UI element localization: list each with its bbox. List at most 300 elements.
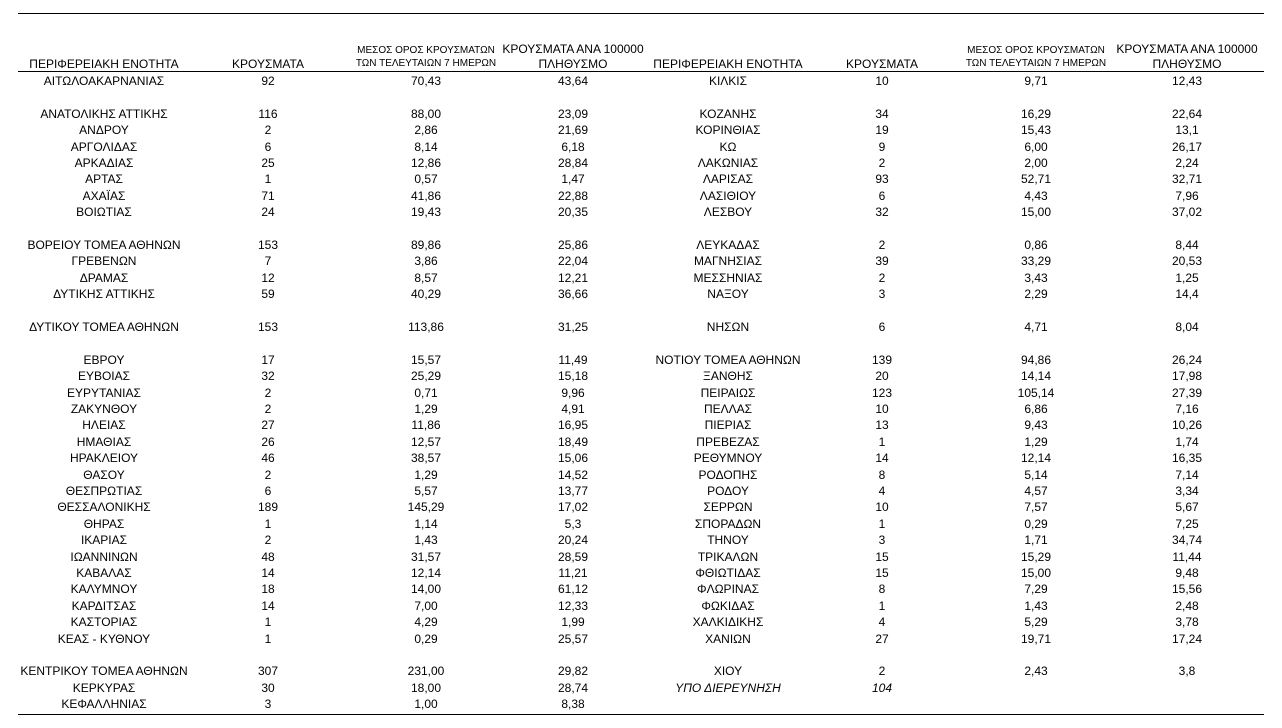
cell-region-left: ΑΡΚΑΔΙΑΣ	[74, 156, 134, 170]
cell-avg7-right: 52,71	[1020, 172, 1052, 187]
cell-avg7-left: 1,29	[414, 402, 438, 416]
table-bottom-rule	[18, 714, 1264, 715]
cell-avg7-right: 14,14	[1020, 369, 1052, 384]
cell-cases-left: 24	[261, 205, 275, 220]
cell-region-right: ΛΑΡΙΣΑΣ	[702, 172, 754, 187]
header-per100k-line1-left: ΚΡΟΥΣΜΑΤΑ ΑΝΑ 100000	[502, 42, 644, 56]
table-row	[0, 335, 1282, 351]
cell-avg7-left: 4,29	[414, 615, 438, 630]
cell-cases-right: 15	[875, 549, 889, 564]
cell-region-left: ΓΡΕΒΕΝΩΝ	[71, 254, 137, 269]
cell-avg7-right: 2,43	[1024, 664, 1048, 679]
cell-region-right: ΦΩΚΙΔΑΣ	[701, 598, 755, 613]
cell-per100k-right: 3,78	[1175, 615, 1199, 630]
table-row	[0, 434, 1282, 450]
table-row	[0, 106, 1282, 122]
cell-per100k-left: 13,77	[557, 484, 589, 498]
cell-avg7-right: 33,29	[1020, 254, 1052, 269]
cell-avg7-right: 1,29	[1024, 434, 1048, 449]
cell-cases-left: 27	[261, 418, 275, 433]
cell-avg7-right: 6,00	[1024, 139, 1048, 154]
cell-avg7-right: 15,29	[1020, 549, 1052, 564]
header-avg-line2-right: ΤΩΝ ΤΕΛΕΥΤΑΙΩΝ 7 ΗΜΕΡΩΝ	[965, 58, 1107, 69]
cell-avg7-right: 16,29	[1020, 106, 1052, 121]
cell-region-left: ΔΡΑΜΑΣ	[79, 270, 129, 285]
table-row	[0, 253, 1282, 269]
cell-avg7-left: 12,14	[410, 566, 442, 580]
cell-region-left: ΚΑΛΥΜΝΟΥ	[70, 582, 138, 597]
cell-avg7-left: 12,86	[410, 156, 442, 170]
cell-cases-right: 2	[878, 238, 886, 252]
cell-cases-left: 12	[261, 270, 275, 285]
header-cases-right: ΚΡΟΥΣΜΑΤΑ	[846, 57, 918, 71]
cell-avg7-right: 4,57	[1024, 484, 1048, 498]
cell-avg7-right: 9,43	[1024, 418, 1048, 433]
header-region-right: ΠΕΡΙΦΕΡΕΙΑΚΗ ΕΝΟΤΗΤΑ	[653, 57, 803, 71]
cell-avg7-left: 1,43	[414, 533, 438, 548]
table-row	[0, 270, 1282, 286]
cell-cases-right: 104	[871, 680, 893, 695]
header-per100k-line1-right: ΚΡΟΥΣΜΑΤΑ ΑΝΑ 100000	[1116, 42, 1258, 56]
cell-per100k-left: 23,09	[557, 106, 589, 121]
cell-cases-right: 34	[875, 106, 889, 121]
cell-cases-left: 14	[261, 566, 275, 580]
cell-per100k-left: 15,18	[557, 369, 589, 384]
cell-per100k-left: 17,02	[557, 500, 589, 515]
table-row	[0, 385, 1282, 401]
cell-avg7-left: 14,00	[410, 582, 442, 597]
cell-cases-left: 116	[258, 106, 278, 121]
table-row	[0, 680, 1282, 696]
cell-cases-left: 189	[257, 500, 279, 515]
cell-per100k-left: 29,82	[557, 664, 589, 679]
cell-per100k-right: 2,48	[1175, 598, 1199, 613]
cell-avg7-right: 5,29	[1024, 615, 1048, 630]
cell-region-right: ΝΑΞΟΥ	[707, 287, 749, 302]
cell-avg7-left: 7,00	[414, 598, 438, 613]
table-row	[0, 499, 1282, 515]
cell-region-right: ΧΑΛΚΙΔΙΚΗΣ	[692, 615, 764, 630]
cell-cases-left: 1	[264, 516, 272, 531]
cell-avg7-left: 0,29	[414, 631, 438, 646]
cell-avg7-right: 15,00	[1020, 566, 1052, 580]
table-row	[0, 237, 1282, 253]
cell-per100k-left: 25,57	[557, 631, 589, 646]
cell-per100k-left: 8,38	[561, 697, 585, 712]
cell-cases-right: 6	[878, 188, 886, 203]
cell-avg7-right: 6,86	[1024, 402, 1048, 416]
cell-cases-right: 14	[875, 451, 889, 466]
cell-cases-left: 2	[264, 123, 272, 138]
cell-cases-left: 25	[261, 156, 275, 170]
cell-cases-left: 14	[261, 598, 275, 613]
cell-region-right: ΥΠΟ ΔΙΕΡΕΥΝΗΣΗ	[675, 680, 781, 695]
cell-avg7-left: 1,14	[414, 516, 438, 531]
cell-per100k-right: 7,14	[1175, 467, 1199, 482]
cell-cases-right: 27	[875, 631, 889, 646]
table-row	[0, 532, 1282, 548]
cell-region-right: ΚΙΛΚΙΣ	[708, 74, 748, 88]
cell-avg7-right: 3,43	[1024, 270, 1048, 285]
cell-cases-left: 2	[264, 402, 272, 416]
cell-avg7-left: 18,00	[410, 680, 442, 695]
cell-region-right: ΝΗΣΩΝ	[706, 320, 750, 334]
cell-region-right: ΜΕΣΣΗΝΙΑΣ	[693, 270, 763, 285]
cell-per100k-left: 11,21	[558, 566, 588, 580]
cell-region-left: ΕΥΡΥΤΑΝΙΑΣ	[67, 385, 141, 400]
table-row	[0, 417, 1282, 433]
cell-cases-right: 8	[878, 467, 886, 482]
cell-per100k-right: 32,71	[1171, 172, 1203, 187]
cell-region-left: ΚΕΦΑΛΛΗΝΙΑΣ	[61, 697, 147, 712]
cell-per100k-left: 1,99	[561, 615, 585, 630]
cell-avg7-left: 89,86	[410, 238, 442, 252]
cell-per100k-right: 16,35	[1171, 451, 1203, 466]
cell-avg7-left: 8,14	[414, 139, 438, 154]
cell-avg7-right: 15,43	[1020, 123, 1052, 138]
cell-cases-right: 2	[878, 156, 886, 170]
cell-cases-right: 1	[878, 434, 886, 449]
cell-avg7-right: 4,71	[1024, 320, 1048, 334]
cell-per100k-left: 12,33	[557, 598, 589, 613]
cell-region-right: ΣΠΟΡΑΔΩΝ	[694, 516, 762, 531]
cell-cases-left: 2	[264, 533, 272, 548]
cell-region-left: ΙΩΑΝΝΙΝΩΝ	[70, 549, 138, 564]
cell-per100k-right: 20,53	[1171, 254, 1203, 269]
cell-cases-left: 1	[264, 631, 272, 646]
cell-per100k-right: 1,25	[1175, 270, 1199, 285]
cell-cases-right: 93	[875, 172, 889, 187]
cell-region-right: ΡΕΘΥΜΝΟΥ	[693, 451, 763, 466]
cell-per100k-left: 4,91	[561, 402, 585, 416]
table-row	[0, 139, 1282, 155]
cell-avg7-left: 0,71	[414, 385, 438, 400]
cell-per100k-left: 22,88	[557, 188, 589, 203]
cell-cases-left: 32	[261, 369, 275, 384]
cell-avg7-right: 0,29	[1024, 516, 1048, 531]
cell-avg7-left: 25,29	[410, 369, 442, 384]
cell-cases-right: 139	[871, 352, 893, 367]
cell-cases-left: 17	[261, 352, 275, 367]
cell-avg7-left: 3,86	[414, 254, 438, 269]
cell-region-right: ΚΟΡΙΝΘΙΑΣ	[695, 123, 761, 138]
cell-region-left: ΘΑΣΟΥ	[83, 467, 125, 482]
cell-avg7-right: 15,00	[1020, 205, 1052, 220]
cell-avg7-right: 1,71	[1024, 533, 1048, 548]
cell-region-right: ΦΘΙΩΤΙΔΑΣ	[695, 566, 761, 580]
cell-per100k-right: 27,39	[1171, 385, 1203, 400]
header-cases-left: ΚΡΟΥΣΜΑΤΑ	[232, 57, 304, 71]
cell-region-right: ΧΙΟΥ	[713, 664, 743, 679]
table-row	[0, 450, 1282, 466]
cell-cases-right: 15	[875, 566, 889, 580]
table-row	[0, 549, 1282, 565]
cell-region-left: ΚΕΡΚΥΡΑΣ	[72, 680, 136, 695]
cell-per100k-left: 6,18	[561, 139, 585, 154]
cell-region-right: ΛΑΣΙΘΙΟΥ	[699, 188, 757, 203]
cell-per100k-left: 20,35	[557, 205, 589, 220]
cell-region-right: ΦΛΩΡΙΝΑΣ	[697, 582, 759, 597]
table-row	[0, 303, 1282, 319]
cell-region-right: ΚΩ	[719, 139, 737, 154]
cell-avg7-right: 19,71	[1020, 631, 1052, 646]
table-row	[0, 188, 1282, 204]
table-row	[0, 483, 1282, 499]
cell-region-left: ΒΟΙΩΤΙΑΣ	[76, 205, 132, 220]
cell-region-left: ΑΡΤΑΣ	[85, 172, 123, 187]
cell-region-left: ΔΥΤΙΚΟΥ ΤΟΜΕΑ ΑΘΗΝΩΝ	[29, 320, 179, 334]
cell-region-right: ΡΟΔΟΠΗΣ	[698, 467, 758, 482]
cell-avg7-left: 12,57	[410, 434, 442, 449]
cell-per100k-right: 34,74	[1171, 533, 1203, 548]
cell-avg7-left: 70,43	[410, 74, 442, 88]
cell-region-right: ΠΕΛΛΑΣ	[703, 402, 753, 416]
cell-per100k-left: 31,25	[557, 320, 589, 334]
table-row	[0, 663, 1282, 679]
cell-cases-right: 10	[875, 500, 889, 515]
cell-region-left: ΚΑΡΔΙΤΣΑΣ	[71, 598, 137, 613]
cell-per100k-right: 37,02	[1171, 205, 1203, 220]
cell-avg7-left: 19,43	[410, 205, 442, 220]
cell-per100k-right: 26,17	[1171, 139, 1203, 154]
cell-avg7-left: 41,86	[410, 188, 442, 203]
table-row	[0, 155, 1282, 171]
header-per100k-line2-left: ΠΛΗΘΥΣΜΟ	[538, 57, 608, 71]
cell-avg7-left: 2,86	[414, 123, 438, 138]
cell-per100k-right: 3,34	[1175, 484, 1199, 498]
cell-region-right: ΝΟΤΙΟΥ ΤΟΜΕΑ ΑΘΗΝΩΝ	[655, 352, 801, 367]
cell-avg7-right: 2,29	[1024, 287, 1048, 302]
cell-avg7-left: 88,00	[410, 106, 442, 121]
cell-cases-left: 1	[264, 172, 272, 187]
cell-per100k-right: 1,74	[1175, 434, 1199, 449]
cell-per100k-left: 43,64	[557, 74, 589, 88]
cell-cases-left: 153	[257, 320, 279, 334]
cell-cases-right: 4	[878, 615, 886, 630]
cell-cases-right: 1	[878, 516, 886, 531]
cell-per100k-right: 15,56	[1171, 582, 1203, 597]
header-separator-rule	[18, 71, 1264, 72]
cell-cases-left: 3	[264, 697, 272, 712]
cell-region-right: ΛΕΣΒΟΥ	[703, 205, 753, 220]
cell-region-right: ΛΑΚΩΝΙΑΣ	[697, 156, 759, 170]
cell-cases-right: 19	[875, 123, 889, 138]
cell-region-left: ΖΑΚΥΝΘΟΥ	[70, 402, 138, 416]
cell-cases-left: 7	[264, 254, 272, 269]
cell-per100k-right: 9,48	[1175, 566, 1199, 580]
table-row	[0, 221, 1282, 237]
header-avg-line1-right: ΜΕΣΟΣ ΟΡΟΣ ΚΡΟΥΣΜΑΤΩΝ	[967, 45, 1105, 56]
table-row	[0, 565, 1282, 581]
cell-avg7-left: 113,86	[408, 320, 444, 334]
header-avg-line2-left: ΤΩΝ ΤΕΛΕΥΤΑΙΩΝ 7 ΗΜΕΡΩΝ	[355, 58, 497, 69]
cell-region-right: ΠΕΙΡΑΙΩΣ	[700, 385, 756, 400]
cell-cases-right: 3	[878, 287, 886, 302]
cell-avg7-right: 4,43	[1024, 188, 1048, 203]
table-row	[0, 631, 1282, 647]
cell-per100k-right: 7,96	[1175, 188, 1199, 203]
table-row	[0, 696, 1282, 712]
cell-cases-left: 92	[261, 74, 275, 88]
cell-region-right: ΠΙΕΡΙΑΣ	[704, 418, 752, 433]
cell-cases-right: 6	[878, 320, 886, 334]
table-row	[0, 368, 1282, 384]
cell-region-left: ΚΕΝΤΡΙΚΟΥ ΤΟΜΕΑ ΑΘΗΝΩΝ	[20, 664, 188, 679]
cell-region-left: ΑΧΑΪΑΣ	[82, 188, 126, 203]
cell-region-right: ΠΡΕΒΕΖΑΣ	[696, 434, 760, 449]
cell-cases-right: 32	[875, 205, 889, 220]
cell-per100k-right: 8,04	[1175, 320, 1199, 334]
table-row	[0, 647, 1282, 663]
cell-per100k-right: 7,16	[1175, 402, 1199, 416]
table-row	[0, 581, 1282, 597]
cell-avg7-right: 7,57	[1024, 500, 1048, 515]
cell-cases-left: 2	[264, 467, 272, 482]
cell-per100k-left: 15,06	[557, 451, 589, 466]
cell-region-left: ΔΥΤΙΚΗΣ ΑΤΤΙΚΗΣ	[53, 287, 155, 302]
cell-cases-right: 10	[875, 402, 889, 416]
cell-per100k-right: 3,8	[1178, 664, 1196, 679]
cell-per100k-left: 28,59	[557, 549, 589, 564]
cell-cases-left: 6	[264, 139, 272, 154]
cell-cases-right: 1	[878, 598, 886, 613]
cell-region-right: ΤΗΝΟΥ	[707, 533, 749, 548]
cell-per100k-right: 17,24	[1171, 631, 1203, 646]
cell-avg7-left: 1,00	[414, 697, 438, 712]
table-row	[0, 467, 1282, 483]
cell-region-left: ΘΗΡΑΣ	[83, 516, 125, 531]
cell-cases-left: 59	[261, 287, 275, 302]
cell-region-right: ΚΟΖΑΝΗΣ	[699, 106, 757, 121]
cell-region-left: ΕΥΒΟΙΑΣ	[77, 369, 131, 384]
cell-region-left: ΑΝΑΤΟΛΙΚΗΣ ΑΤΤΙΚΗΣ	[40, 106, 168, 121]
cell-cases-left: 2	[264, 385, 272, 400]
table-row	[0, 598, 1282, 614]
cell-region-left: ΒΟΡΕΙΟΥ ΤΟΜΕΑ ΑΘΗΝΩΝ	[27, 238, 181, 252]
cell-region-left: ΘΕΣΠΡΩΤΙΑΣ	[65, 484, 143, 498]
cell-region-left: ΗΡΑΚΛΕΙΟΥ	[69, 451, 139, 466]
table-row	[0, 89, 1282, 105]
cell-cases-right: 123	[871, 385, 893, 400]
cell-per100k-left: 11,49	[558, 352, 588, 367]
cell-avg7-left: 15,57	[410, 352, 442, 367]
table-row	[0, 614, 1282, 630]
cell-cases-left: 30	[261, 680, 275, 695]
cell-per100k-left: 28,84	[557, 156, 589, 170]
cell-per100k-right: 2,24	[1175, 156, 1199, 170]
cell-per100k-left: 36,66	[557, 287, 589, 302]
cell-region-right: ΣΕΡΡΩΝ	[703, 500, 753, 515]
cell-cases-right: 2	[878, 664, 886, 679]
cell-cases-right: 2	[878, 270, 886, 285]
cell-per100k-right: 13,1	[1175, 123, 1199, 138]
cell-per100k-right: 10,26	[1171, 418, 1203, 433]
cell-region-right: ΞΑΝΘΗΣ	[703, 369, 753, 384]
cell-avg7-right: 7,29	[1024, 582, 1048, 597]
table-top-rule	[18, 13, 1264, 14]
cell-per100k-right: 12,43	[1171, 74, 1203, 88]
cell-per100k-right: 22,64	[1171, 106, 1203, 121]
cell-avg7-right: 0,86	[1024, 238, 1048, 252]
cell-cases-left: 26	[261, 434, 275, 449]
cell-region-right: ΧΑΝΙΩΝ	[705, 631, 751, 646]
cell-avg7-right: 94,86	[1020, 352, 1052, 367]
cell-avg7-left: 11,86	[411, 418, 441, 433]
cell-region-left: ΚΕΑΣ - ΚΥΘΝΟΥ	[57, 631, 151, 646]
cell-region-right: ΤΡΙΚΑΛΩΝ	[697, 549, 759, 564]
cell-avg7-left: 31,57	[410, 549, 442, 564]
cell-cases-left: 48	[261, 549, 275, 564]
cell-avg7-right: 2,00	[1024, 156, 1048, 170]
cell-region-left: ΑΡΓΟΛΙΔΑΣ	[70, 139, 138, 154]
cell-per100k-left: 18,49	[557, 434, 589, 449]
cell-cases-left: 1	[264, 615, 272, 630]
cell-avg7-left: 1,29	[414, 467, 438, 482]
cell-avg7-left: 231,00	[407, 664, 445, 679]
cell-avg7-left: 5,57	[414, 484, 438, 498]
cell-per100k-right: 26,24	[1171, 352, 1203, 367]
cell-per100k-left: 22,04	[557, 254, 589, 269]
cell-region-left: ΚΑΒΑΛΑΣ	[76, 566, 132, 580]
cell-cases-left: 18	[261, 582, 275, 597]
cell-region-left: ΕΒΡΟΥ	[83, 352, 125, 367]
cell-per100k-right: 11,44	[1172, 549, 1202, 564]
table-row	[0, 286, 1282, 302]
cell-per100k-left: 1,47	[561, 172, 585, 187]
header-per100k-line2-right: ΠΛΗΘΥΣΜΟ	[1152, 57, 1222, 71]
cell-avg7-left: 145,29	[407, 500, 445, 515]
cell-per100k-right: 5,67	[1175, 500, 1199, 515]
table-row	[0, 319, 1282, 335]
cell-cases-right: 20	[875, 369, 889, 384]
cell-avg7-right: 5,14	[1024, 467, 1048, 482]
cell-region-left: ΗΜΑΘΙΑΣ	[76, 434, 132, 449]
cell-cases-left: 307	[257, 664, 279, 679]
cell-avg7-left: 0,57	[414, 172, 438, 187]
cell-avg7-right: 12,14	[1020, 451, 1052, 466]
cell-region-left: ΘΕΣΣΑΛΟΝΙΚΗΣ	[57, 500, 151, 515]
cell-avg7-left: 8,57	[414, 270, 438, 285]
cell-per100k-right: 7,25	[1175, 516, 1199, 531]
cell-per100k-right: 8,44	[1175, 238, 1199, 252]
cell-per100k-right: 17,98	[1171, 369, 1203, 384]
cell-cases-right: 39	[875, 254, 889, 269]
cell-region-left: ΙΚΑΡΙΑΣ	[80, 533, 128, 548]
table-row	[0, 122, 1282, 138]
cell-region-right: ΡΟΔΟΥ	[707, 484, 749, 498]
cell-region-right: ΛΕΥΚΑΔΑΣ	[696, 238, 760, 252]
cell-cases-right: 8	[878, 582, 886, 597]
cell-cases-right: 4	[878, 484, 886, 498]
cell-per100k-left: 9,96	[561, 385, 585, 400]
cell-region-right: ΜΑΓΝΗΣΙΑΣ	[693, 254, 763, 269]
cell-region-left: ΗΛΕΙΑΣ	[82, 418, 126, 433]
table-row	[0, 516, 1282, 532]
cell-cases-right: 13	[875, 418, 889, 433]
cell-per100k-left: 14,52	[557, 467, 589, 482]
cell-per100k-left: 28,74	[557, 680, 589, 695]
cell-avg7-right: 1,43	[1024, 598, 1048, 613]
cell-per100k-left: 12,21	[557, 270, 589, 285]
cell-avg7-right: 9,71	[1024, 74, 1048, 88]
cell-cases-right: 10	[875, 74, 889, 88]
cell-cases-left: 6	[264, 484, 272, 498]
cell-cases-left: 71	[261, 188, 275, 203]
cell-per100k-left: 21,69	[557, 123, 589, 138]
table-row	[0, 171, 1282, 187]
header-region-left: ΠΕΡΙΦΕΡΕΙΑΚΗ ΕΝΟΤΗΤΑ	[29, 57, 179, 71]
table-row	[0, 73, 1282, 89]
